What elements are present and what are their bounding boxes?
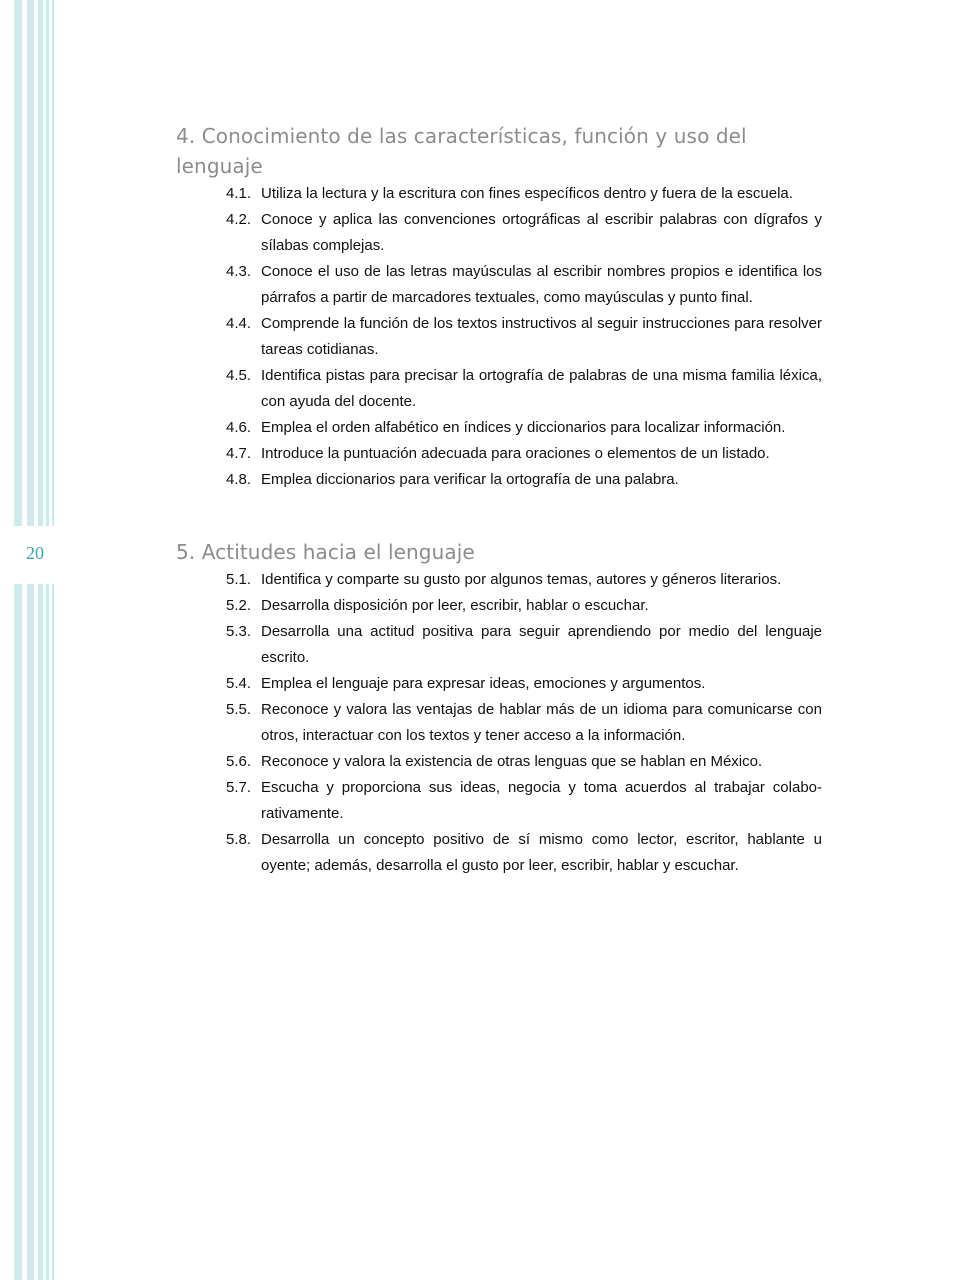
item-number: 4.6. xyxy=(226,419,252,436)
list-item xyxy=(176,207,822,259)
list-item xyxy=(176,311,822,363)
list-item xyxy=(176,619,822,671)
item-number: 5.6. xyxy=(226,753,252,770)
section-5 xyxy=(176,537,822,879)
item-number: 4.7. xyxy=(226,445,252,462)
item-text: Emplea el lenguaje para expresar ideas, emociones y argumentos. xyxy=(261,675,706,692)
margin-stripe xyxy=(46,0,49,526)
item-number: 5.5. xyxy=(226,701,252,718)
item-number: 4.4. xyxy=(226,315,252,332)
item-text: Emplea diccionarios para verificar la ortografía de una palabra. xyxy=(261,471,679,488)
page-content xyxy=(176,121,822,879)
list-item xyxy=(176,567,822,593)
item-text: Escucha y proporciona sus ideas, negocia y toma acuerdos al trabajar colabo-rativamente. xyxy=(261,779,822,822)
item-number: 5.2. xyxy=(226,597,252,614)
item-text: Identifica pistas para precisar la ortografía de palabras de una misma familia léxica, con ayuda del docente. xyxy=(261,367,822,410)
list-item xyxy=(176,415,822,441)
section-title: 5. Actitudes hacia el lenguaje xyxy=(176,540,475,564)
section-title: 4. Conocimiento de las características, función y uso del lenguaje xyxy=(176,124,747,178)
list-item xyxy=(176,593,822,619)
list-item xyxy=(176,671,822,697)
margin-stripe xyxy=(52,0,54,526)
list-item xyxy=(176,467,822,493)
margin-stripe xyxy=(38,584,43,1280)
margin-stripe xyxy=(52,584,54,1280)
item-text: Identifica y comparte su gusto por algunos temas, autores y géneros literarios. xyxy=(261,571,782,588)
item-list xyxy=(176,181,822,493)
item-text: Desarrolla un concepto positivo de sí mismo como lector, escritor, hablante u oyente; además, desarrolla el gusto por leer, escribir, hablar y escuchar. xyxy=(261,831,822,874)
list-item xyxy=(176,697,822,749)
item-number: 4.5. xyxy=(226,367,252,384)
item-text: Conoce el uso de las letras mayúsculas al escribir nombres propios e identifica los párrafos a partir de marcadores textuales, como mayúsculas y punto final. xyxy=(261,263,822,306)
item-number: 5.4. xyxy=(226,675,252,692)
item-number: 4.8. xyxy=(226,471,252,488)
list-item xyxy=(176,827,822,879)
item-text: Desarrolla disposición por leer, escribir, hablar o escuchar. xyxy=(261,597,649,614)
list-item xyxy=(176,775,822,827)
item-number: 4.1. xyxy=(226,185,252,202)
section-4 xyxy=(176,121,822,493)
page-number: 20 xyxy=(26,543,44,563)
margin-stripe xyxy=(27,584,34,1280)
item-number: 4.3. xyxy=(226,263,252,280)
list-item xyxy=(176,181,822,207)
item-list xyxy=(176,567,822,879)
item-text: Emplea el orden alfabético en índices y diccionarios para localizar información. xyxy=(261,419,786,436)
margin-stripe xyxy=(46,584,49,1280)
list-item xyxy=(176,749,822,775)
item-text: Reconoce y valora las ventajas de hablar más de un idioma para comunicarse con otros, interactuar con los textos y tener acceso a la información. xyxy=(261,701,822,744)
item-text: Utiliza la lectura y la escritura con fines específicos dentro y fuera de la escuela. xyxy=(261,185,793,202)
item-number: 4.2. xyxy=(226,211,252,228)
item-text: Reconoce y valora la existencia de otras lenguas que se hablan en México. xyxy=(261,753,763,770)
margin-stripe xyxy=(27,0,34,526)
item-number: 5.1. xyxy=(226,571,252,588)
item-number: 5.8. xyxy=(226,831,252,848)
item-text: Conoce y aplica las convenciones ortográficas al escribir palabras con dígrafos y sílabas complejas. xyxy=(261,211,822,254)
item-text: Desarrolla una actitud positiva para seguir aprendiendo por medio del lenguaje escrito. xyxy=(261,623,822,666)
margin-stripe xyxy=(14,0,22,526)
item-text: Introduce la puntuación adecuada para oraciones o elementos de un listado. xyxy=(261,445,770,462)
list-item xyxy=(176,441,822,467)
list-item xyxy=(176,259,822,311)
item-text: Comprende la función de los textos instructivos al seguir instrucciones para resolver tareas cotidianas. xyxy=(261,315,822,358)
item-number: 5.3. xyxy=(226,623,252,640)
item-number: 5.7. xyxy=(226,779,252,796)
list-item xyxy=(176,363,822,415)
margin-stripe xyxy=(38,0,43,526)
margin-stripe xyxy=(14,584,22,1280)
